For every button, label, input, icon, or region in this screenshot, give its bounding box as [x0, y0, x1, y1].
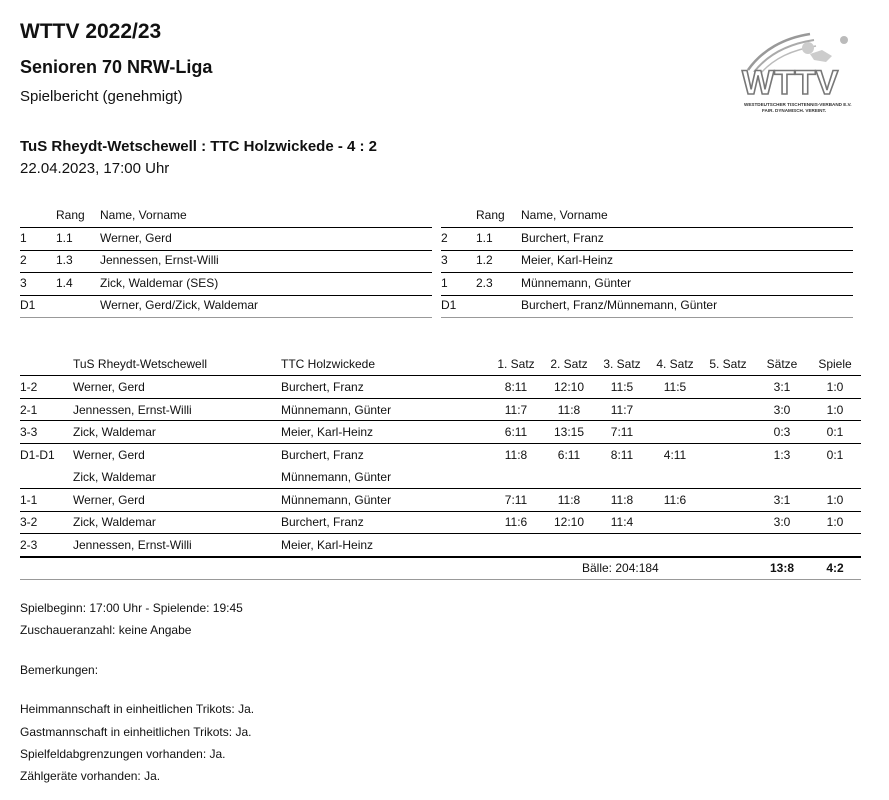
lineup-home-pos: 1: [20, 231, 27, 245]
document-title: WTTV 2022/23: [20, 20, 162, 43]
lineup-home-pos: D1: [20, 298, 36, 312]
game-away-player: Burchert, Franz: [281, 380, 364, 394]
counters-note: Zählgeräte vorhanden: Ja.: [20, 769, 161, 783]
lineup-away-pos: 1: [441, 276, 448, 290]
report-status: Spielbericht (genehmigt): [20, 88, 183, 105]
game-set-3: 8:11: [610, 448, 634, 462]
game-spiele: 1:0: [826, 380, 844, 394]
lineup-away-pos: 3: [441, 253, 448, 267]
divider: [441, 317, 853, 318]
divider: [441, 250, 853, 251]
col-header-away: TTC Holzwickede: [281, 357, 376, 371]
wttv-logo: [740, 28, 862, 118]
lineup-away-name: Burchert, Franz/Münnemann, Günter: [521, 298, 718, 312]
col-header-set-2: 2. Satz: [550, 357, 588, 371]
total-balls: Bälle: 204:184: [582, 561, 659, 575]
game-id: 1-1: [20, 493, 38, 507]
game-home-player: Zick, Waldemar: [73, 515, 156, 529]
col-header-set-1: 1. Satz: [497, 357, 535, 371]
game-set-3: 11:4: [610, 515, 634, 529]
divider: [20, 579, 861, 580]
game-set-2: 12:10: [553, 380, 585, 394]
game-away-player-2: Münnemann, Günter: [281, 470, 392, 484]
lineup-away-rang: 2.3: [476, 276, 493, 290]
lineup-home-name: Werner, Gerd/Zick, Waldemar: [100, 298, 259, 312]
game-id: 1-2: [20, 380, 38, 394]
divider: [20, 533, 861, 534]
game-saetze: 3:1: [773, 493, 791, 507]
game-id: 2-1: [20, 403, 38, 417]
game-home-player: Jennessen, Ernst-Willi: [73, 538, 192, 552]
lineup-home-pos: 3: [20, 276, 27, 290]
game-away-player: Burchert, Franz: [281, 515, 364, 529]
divider: [20, 488, 861, 489]
lineup-home-rang-header: Rang: [56, 208, 85, 222]
lineup-away-pos: D1: [441, 298, 457, 312]
divider: [20, 317, 432, 318]
game-set-2: 11:8: [557, 403, 581, 417]
lineup-home-rang: 1.3: [56, 253, 73, 267]
game-id: 3-2: [20, 515, 38, 529]
game-set-3: 11:7: [610, 403, 634, 417]
game-saetze: 1:3: [773, 448, 791, 462]
game-set-2: 12:10: [553, 515, 585, 529]
lineup-home-name: Werner, Gerd: [100, 231, 172, 245]
divider: [441, 295, 853, 296]
lineup-home-rang: 1.1: [56, 231, 73, 245]
divider: [20, 443, 861, 444]
game-saetze: 3:1: [773, 380, 791, 394]
match-times: Spielbeginn: 17:00 Uhr - Spielende: 19:45: [20, 601, 243, 615]
game-id: D1-D1: [20, 448, 55, 462]
away-shirts-note: Gastmannschaft in einheitlichen Trikots: Ja.: [20, 725, 252, 739]
lineup-away-rang-header: Rang: [476, 208, 505, 222]
divider: [20, 250, 432, 251]
logo-line-1: WESTDEUTSCHER TISCHTENNIS-VERBAND E.V.: [744, 102, 852, 107]
game-set-2: 6:11: [557, 448, 581, 462]
game-set-4: 11:5: [663, 380, 687, 394]
lineup-away-name-header: Name, Vorname: [521, 208, 608, 222]
game-saetze: 3:0: [773, 403, 791, 417]
lineup-away-name: Münnemann, Günter: [521, 276, 632, 290]
game-set-2: 11:8: [557, 493, 581, 507]
divider: [20, 227, 432, 228]
league-title: Senioren 70 NRW-Liga: [20, 57, 213, 77]
lineup-home-pos: 2: [20, 253, 27, 267]
divider: [441, 227, 853, 228]
game-set-3: 11:5: [610, 380, 634, 394]
divider: [20, 398, 861, 399]
col-header-set-5: 5. Satz: [709, 357, 747, 371]
game-set-1: 8:11: [504, 380, 528, 394]
game-away-player: Meier, Karl-Heinz: [281, 538, 374, 552]
game-home-player: Zick, Waldemar: [73, 425, 156, 439]
col-header-saetze: Sätze: [766, 357, 798, 371]
match-title: TuS Rheydt-Wetschewell : TTC Holzwickede - 4 : 2: [20, 138, 378, 155]
divider: [20, 556, 861, 558]
col-header-set-4: 4. Satz: [656, 357, 694, 371]
game-id: 3-3: [20, 425, 38, 439]
game-set-2: 13:15: [553, 425, 585, 439]
game-set-1: 11:6: [504, 515, 528, 529]
boundaries-note: Spielfeldabgrenzungen vorhanden: Ja.: [20, 747, 226, 761]
game-away-player: Münnemann, Günter: [281, 403, 392, 417]
game-set-1: 11:8: [504, 448, 528, 462]
game-spiele: 1:0: [826, 403, 844, 417]
home-shirts-note: Heimmannschaft in einheitlichen Trikots: Ja.: [20, 702, 255, 716]
col-header-home: TuS Rheydt-Wetschewell: [73, 357, 208, 371]
lineup-away-pos: 2: [441, 231, 448, 245]
game-set-4: 4:11: [663, 448, 687, 462]
game-away-player: Meier, Karl-Heinz: [281, 425, 374, 439]
divider: [20, 295, 432, 296]
game-away-player: Münnemann, Günter: [281, 493, 392, 507]
game-home-player: Werner, Gerd: [73, 380, 145, 394]
game-spiele: 0:1: [826, 448, 844, 462]
lineup-home-name-header: Name, Vorname: [100, 208, 187, 222]
lineup-away-rang: 1.1: [476, 231, 493, 245]
game-set-3: 11:8: [610, 493, 634, 507]
match-datetime: 22.04.2023, 17:00 Uhr: [20, 160, 170, 177]
lineup-home-name: Zick, Waldemar (SES): [100, 276, 219, 290]
col-header-spiele: Spiele: [818, 357, 852, 371]
game-saetze: 3:0: [773, 515, 791, 529]
divider: [20, 511, 861, 512]
total-saetze: 13:8: [769, 561, 795, 575]
lineup-home-rang: 1.4: [56, 276, 73, 290]
total-spiele: 4:2: [826, 561, 844, 575]
game-set-4: 11:6: [663, 493, 687, 507]
divider: [20, 375, 861, 376]
remarks-label: Bemerkungen:: [20, 663, 99, 677]
logo-text: WTTV: [742, 64, 839, 102]
lineup-away-name: Meier, Karl-Heinz: [521, 253, 614, 267]
game-away-player: Burchert, Franz: [281, 448, 364, 462]
game-home-player: Jennessen, Ernst-Willi: [73, 403, 192, 417]
game-set-1: 6:11: [504, 425, 528, 439]
game-set-1: 7:11: [504, 493, 528, 507]
game-id: 2-3: [20, 538, 38, 552]
lineup-away-rang: 1.2: [476, 253, 493, 267]
game-set-3: 7:11: [610, 425, 634, 439]
col-header-set-3: 3. Satz: [603, 357, 641, 371]
lineup-home-name: Jennessen, Ernst-Willi: [100, 253, 219, 267]
spectator-count: Zuschaueranzahl: keine Angabe: [20, 623, 192, 637]
divider: [20, 272, 432, 273]
game-home-player: Werner, Gerd: [73, 493, 145, 507]
divider: [441, 272, 853, 273]
game-spiele: 1:0: [826, 515, 844, 529]
lineup-away-name: Burchert, Franz: [521, 231, 604, 245]
divider: [20, 420, 861, 421]
game-set-1: 11:7: [504, 403, 528, 417]
logo-line-2: FAIR. DYNAMISCH. VEREINT.: [762, 108, 827, 113]
game-home-player-2: Zick, Waldemar: [73, 470, 156, 484]
game-spiele: 1:0: [826, 493, 844, 507]
game-saetze: 0:3: [773, 425, 791, 439]
game-home-player: Werner, Gerd: [73, 448, 145, 462]
game-spiele: 0:1: [826, 425, 844, 439]
